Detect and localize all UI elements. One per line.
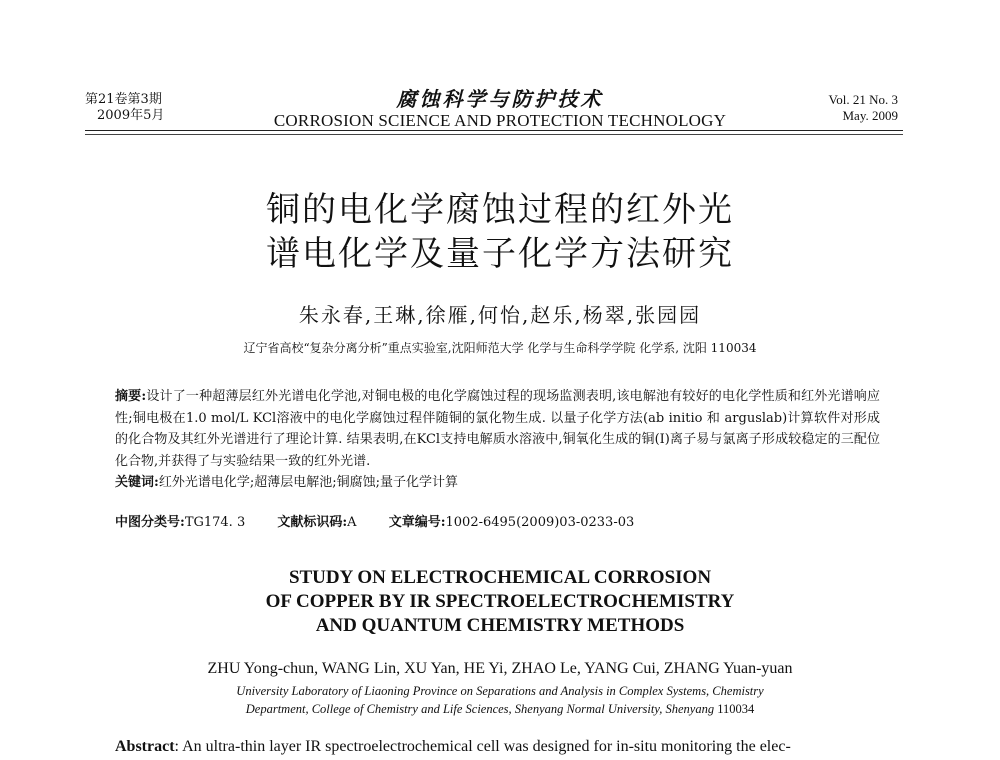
abstract-en-label: Abstract	[115, 738, 175, 755]
paper-title-cn	[200, 188, 800, 276]
abstract-cn-body	[115, 386, 880, 472]
header-rule-thin	[85, 134, 903, 135]
article-number-label: 文章编号:	[388, 515, 446, 530]
journal-volume-issue-cn	[85, 92, 235, 124]
classification-line	[115, 514, 880, 532]
abstract-cn-label: 摘要:	[115, 389, 147, 404]
clc-number	[115, 515, 245, 530]
publication-date-cn: 2009年5月	[97, 108, 165, 123]
clc-label: 中图分类号:	[115, 515, 185, 530]
title-en-line1: STUDY ON ELECTROCHEMICAL CORROSION	[288, 567, 712, 588]
title-en-line2: OF COPPER BY IR SPECTROELECTROCHEMISTRY	[265, 591, 735, 612]
article-number-value: 1002-6495(2009)03-0233-03	[445, 515, 635, 530]
abstract-cn	[115, 386, 880, 494]
authors-cn: 朱永春,王琳,徐雁,何怡,赵乐,杨翠,张园园	[298, 303, 702, 327]
abstract-en-text: : An ultra-thin layer IR spectroelectrochemical cell was designed for in-situ monitoring the elec-	[174, 738, 791, 755]
publication-date-en: May. 2009	[842, 108, 898, 123]
header-rule-thick	[85, 130, 903, 131]
affiliation-en-line2	[120, 700, 880, 718]
volume-issue-cn: 第21卷第3期	[85, 92, 162, 107]
clc-value: TG174. 3	[184, 515, 246, 530]
affiliation-en-line1: University Laboratory of Liaoning Province on Separations and Analysis in Complex Systems, Chemistry	[236, 684, 764, 698]
abstract-cn-text: 设计了一种超薄层红外光谱电化学池,对铜电极的电化学腐蚀过程的现场监测表明,该电解池有较好的电化学性质和红外光谱响应性;铜电极在1.0 mol/L KCl溶液中的电化学腐蚀过程伴随铜的氯化物生成. 以量子化学方法(ab initio 和 arguslab)计算软件对形成的化合物及其红外光谱进行了理论计算. 结果表明,在KCl支持电解质水溶液中,铜氧化生成的铜(I)离子易与氯离子形成较稳定的三配位化合物,并获得了与实验结果一致的红外光谱.	[115, 389, 880, 469]
document-code-label: 文献标识码:	[277, 515, 348, 530]
affiliation-en	[120, 682, 880, 718]
keywords-cn	[115, 472, 880, 494]
affiliation-en-line2-text: Department, College of Chemistry and Life Sciences, Shenyang Normal University, Shenyang	[245, 702, 715, 716]
abstract-en	[115, 737, 885, 757]
document-code-value: A	[347, 515, 357, 530]
keywords-cn-text: 红外光谱电化学;超薄层电解池;铜腐蚀;量子化学计算	[158, 475, 458, 490]
journal-name-cn: 腐蚀科学与防护技术	[396, 87, 604, 111]
authors-en: ZHU Yong-chun, WANG Lin, XU Yan, HE Yi, ZHAO Le, YANG Cui, ZHANG Yuan-yuan	[207, 660, 793, 677]
title-en-line3: AND QUANTUM CHEMISTRY METHODS	[315, 615, 685, 636]
title-cn-line1: 铜的电化学腐蚀过程的红外光	[266, 190, 734, 230]
affiliation-en-postal: 110034	[717, 702, 755, 716]
title-cn-line2: 谱电化学及量子化学方法研究	[266, 234, 734, 274]
journal-masthead	[220, 88, 780, 132]
journal-name-en: CORROSION SCIENCE AND PROTECTION TECHNOLOGY	[273, 111, 727, 130]
document-code	[277, 515, 356, 530]
journal-volume-issue-en	[768, 92, 898, 124]
affiliation-cn: 辽宁省高校“复杂分离分析”重点实验室,沈阳师范大学 化学与生命科学学院 化学系, 沈阳 110034	[243, 341, 757, 355]
keywords-cn-label: 关键词:	[115, 475, 159, 490]
paper-title-en	[150, 566, 850, 638]
article-number	[389, 515, 635, 530]
volume-issue-en: Vol. 21 No. 3	[828, 92, 898, 107]
